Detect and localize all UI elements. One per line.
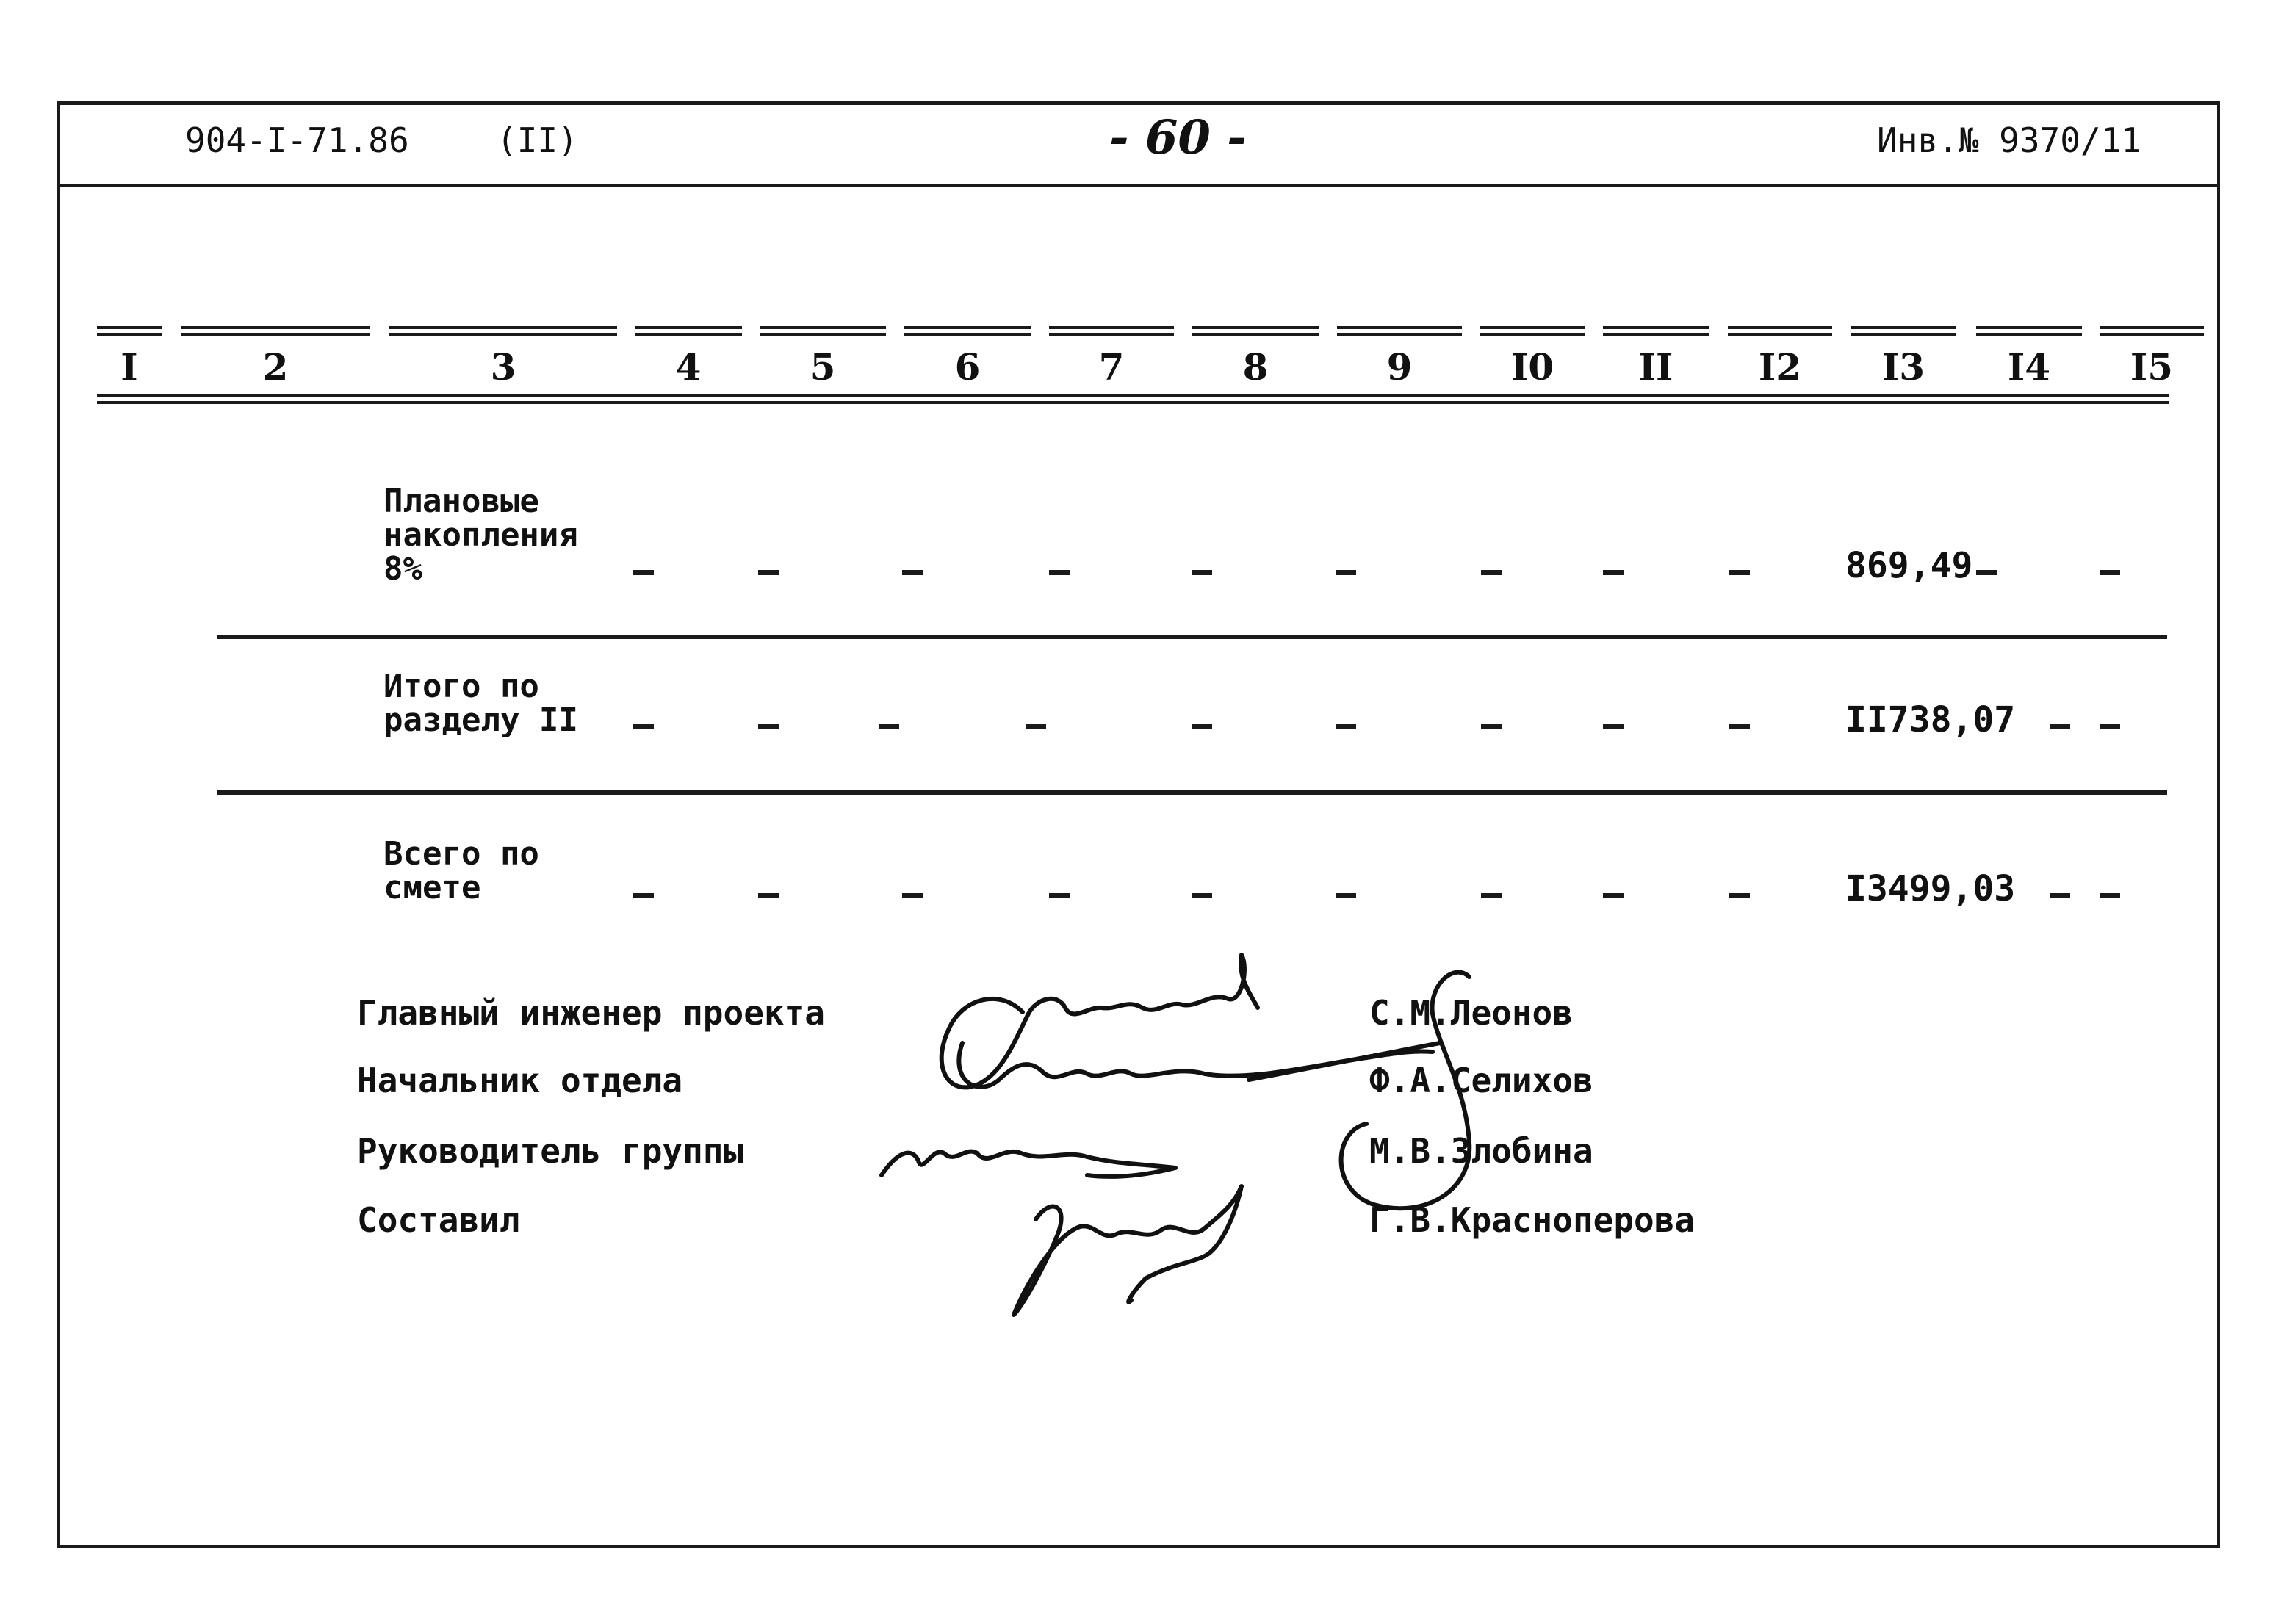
row-label: Плановые накопления 8%	[383, 483, 578, 588]
signature-krasnoperova	[1014, 1186, 1242, 1315]
signatory-name: М.В.Злобина	[1369, 1131, 1593, 1171]
row-label: Итого по разделу II	[383, 668, 578, 739]
column-number: I5	[2130, 345, 2174, 389]
column-number: I0	[1510, 345, 1554, 389]
signatory-name: Ф.А.Селихов	[1369, 1061, 1593, 1100]
column-number: 7	[1098, 345, 1125, 389]
column-number: 2	[262, 345, 289, 389]
signature-stroke-line	[1249, 1043, 1440, 1080]
column-number: I	[120, 345, 138, 389]
signatory-name: Г.В.Красноперова	[1369, 1200, 1696, 1240]
signatory-role: Руководитель группы	[357, 1131, 744, 1171]
signature-selikhov	[959, 1043, 1433, 1087]
signature-leonov	[942, 955, 1258, 1087]
column-number: 4	[675, 345, 702, 389]
column-number: I3	[1881, 345, 1925, 389]
page-number: - 60 -	[1109, 110, 1247, 165]
column-number: 3	[490, 345, 516, 389]
signatory-role: Составил	[357, 1200, 520, 1240]
column-number: 9	[1386, 345, 1413, 389]
column-number: II	[1638, 345, 1673, 389]
row-value: 869,49	[1845, 545, 1973, 586]
document-part: (II)	[497, 120, 578, 160]
signatory-role: Начальник отдела	[357, 1061, 683, 1100]
column-number: I2	[1758, 345, 1802, 389]
document-code: 904-I-71.86	[185, 120, 409, 160]
signatory-name: С.М.Леонов	[1369, 993, 1573, 1033]
row-value: II738,07	[1845, 699, 2016, 740]
row-value: I3499,03	[1845, 868, 2016, 909]
signatory-role: Главный инженер проекта	[357, 993, 825, 1033]
inventory-number: Инв.№ 9370/11	[1877, 120, 2142, 160]
column-number: 8	[1242, 345, 1269, 389]
column-number: 5	[810, 345, 836, 389]
column-number: 6	[954, 345, 981, 389]
signature-zlobina	[882, 1152, 1175, 1177]
row-label: Всего по смете	[383, 835, 539, 906]
column-number: I4	[2007, 345, 2051, 389]
ink-circle	[1341, 972, 1470, 1209]
